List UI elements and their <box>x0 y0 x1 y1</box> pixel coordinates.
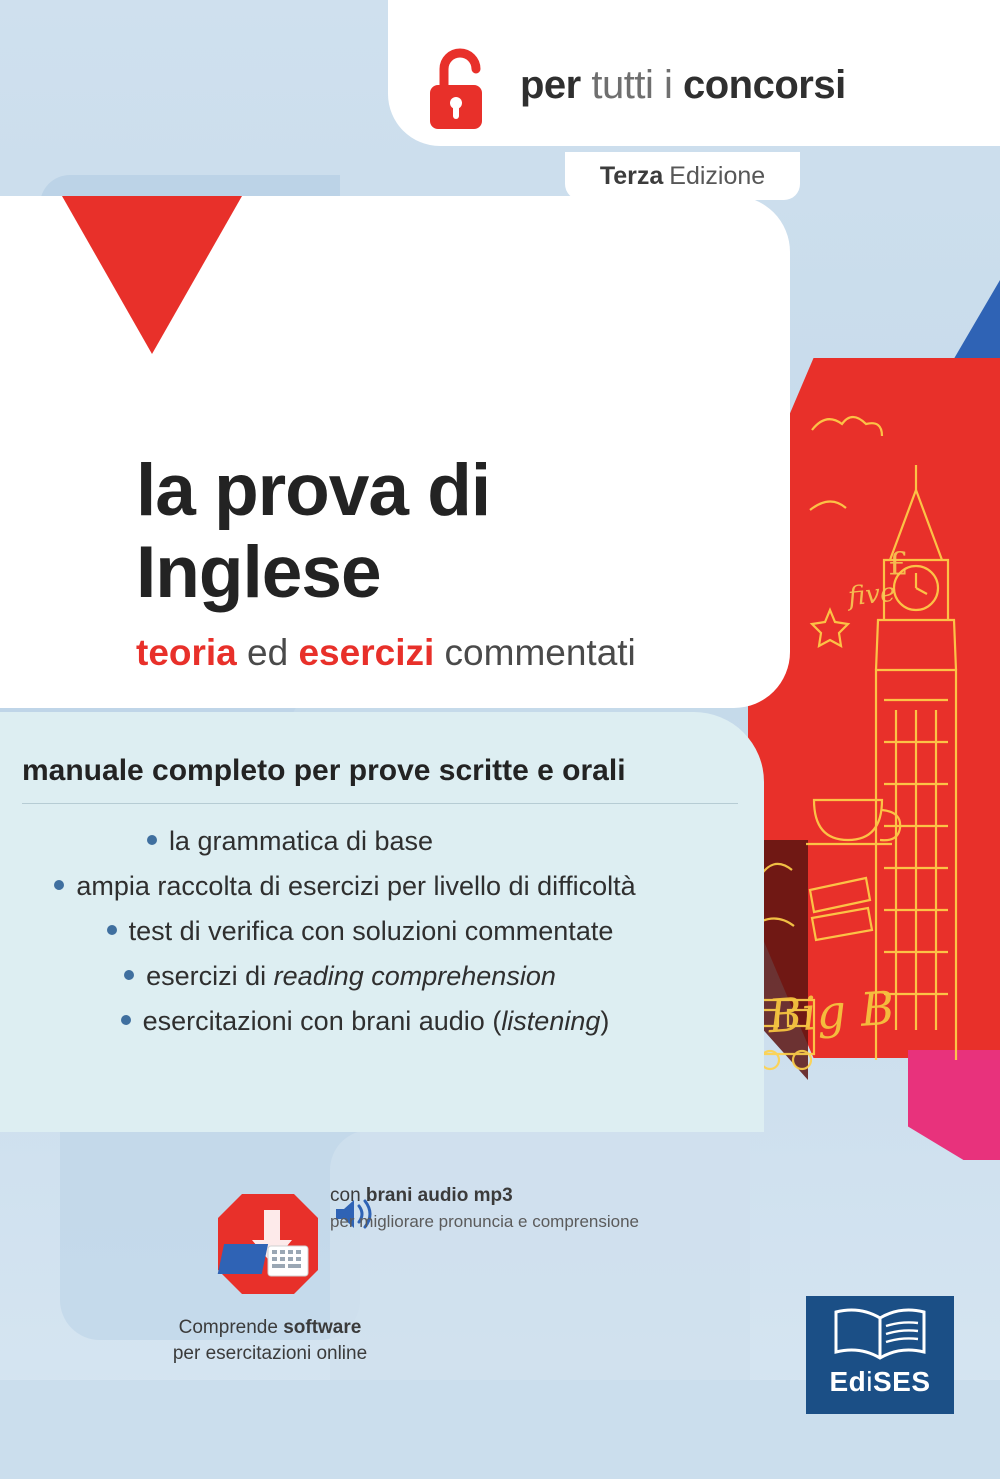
list-item <box>0 871 740 902</box>
features-list <box>0 826 740 1051</box>
subtitle-esercizi: esercizi <box>298 632 435 673</box>
red-triangle-decoration <box>62 196 242 354</box>
software-text-line2: per esercitazioni online <box>172 1342 368 1364</box>
page-title <box>136 450 490 614</box>
publisher-name <box>829 1366 930 1398</box>
audio-text-line2: per migliorare pronuncia e comprensione <box>330 1212 639 1231</box>
big-ben-label-doodle: Big B <box>766 980 897 1044</box>
list-item-label: la grammatica di base <box>168 826 434 856</box>
list-item-label: esercizi di reading comprehension <box>146 961 556 991</box>
list-item-label: esercitazioni con brani audio (listening) <box>142 1006 610 1036</box>
five-word-doodle: five <box>846 577 897 613</box>
title-line-2: Inglese <box>136 531 381 613</box>
page-subtitle <box>136 632 636 674</box>
publisher-name-post: SES <box>872 1366 931 1397</box>
big-ben-doodle-icon <box>806 370 996 1070</box>
subtitle-commentati: commentati <box>434 632 636 673</box>
audio-text-line1 <box>330 1185 730 1207</box>
software-text-pre: Comprende <box>178 1317 284 1338</box>
series-title-post: concorsi <box>682 63 846 107</box>
series-title <box>520 63 846 108</box>
edition-label: Edizione <box>669 161 766 190</box>
series-title-mid: tutti i <box>591 63 673 107</box>
series-title-pre: per <box>520 63 581 107</box>
bullet-dot-icon <box>124 970 134 980</box>
list-item <box>0 1006 740 1037</box>
list-item <box>0 961 740 992</box>
subtitle-teoria: teoria <box>136 632 237 673</box>
software-text-strong: software <box>283 1317 362 1338</box>
edition-badge <box>565 152 800 200</box>
publisher-name-pre: Ed <box>829 1366 867 1397</box>
divider <box>22 803 738 804</box>
bullet-dot-icon <box>54 880 64 890</box>
software-badge-text <box>120 1315 420 1366</box>
title-line-1: la prova di <box>136 450 491 531</box>
list-item <box>0 826 740 857</box>
audio-badge-text <box>330 1185 730 1232</box>
open-book-icon <box>828 1304 932 1362</box>
list-item-label: ampia raccolta di esercizi per livello di difficoltà <box>76 871 636 901</box>
edition-number: Terza <box>599 161 664 190</box>
audio-text-strong: brani audio mp3 <box>365 1185 513 1206</box>
audio-text-pre: con <box>330 1185 366 1206</box>
publisher-name-mid: i <box>866 1366 873 1397</box>
open-padlock-icon <box>424 45 500 135</box>
software-download-icon <box>212 1188 324 1300</box>
features-heading: manuale completo per prove scritte e orali <box>22 754 626 787</box>
list-item <box>0 916 740 947</box>
bullet-dot-icon <box>147 835 157 845</box>
pound-symbol-doodle: £ <box>888 545 909 583</box>
list-item-label: test di verifica con soluzioni commentate <box>128 916 614 946</box>
bullet-dot-icon <box>121 1015 131 1025</box>
publisher-logo <box>806 1296 954 1414</box>
subtitle-conjunction: ed <box>236 632 299 673</box>
bullet-dot-icon <box>107 925 117 935</box>
